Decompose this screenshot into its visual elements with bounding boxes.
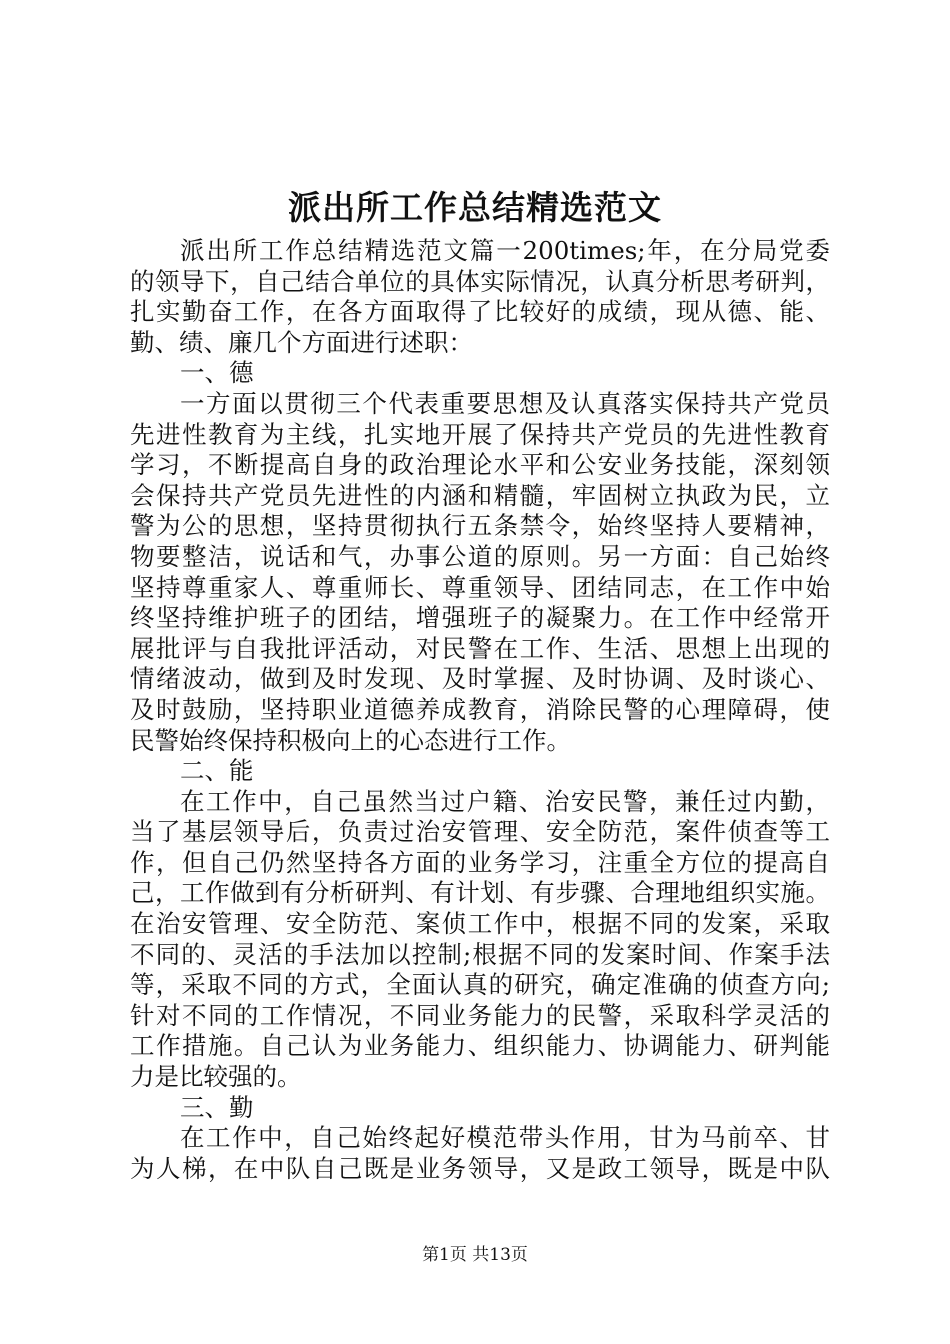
page-number-footer: 第1页 共13页 <box>422 1245 528 1265</box>
text-line: 会保持共产党员先进性的内涵和精髓，牢固树立执政为民，立 <box>130 480 830 510</box>
text-line: 警为公的思想，坚持贯彻执行五条禁令，始终坚持人要精神， <box>130 511 830 541</box>
text-line: 三、勤 <box>180 1092 254 1122</box>
text-line: 物要整洁，说话和气，办事公道的原则。另一方面：自己始终 <box>130 541 830 571</box>
text-line: 在治安管理、安全防范、案侦工作中，根据不同的发案，采取 <box>130 909 830 939</box>
text-line: 勤、绩、廉几个方面进行述职： <box>130 327 473 357</box>
text-line: 坚持尊重家人、尊重师长、尊重领导、团结同志，在工作中始 <box>130 572 830 602</box>
text-line: 等，采取不同的方式，全面认真的研究，确定准确的侦查方向; <box>130 970 830 1000</box>
text-line: 力是比较强的。 <box>130 1062 302 1092</box>
text-line: 学习，不断提高自身的政治理论水平和公安业务技能，深刻领 <box>130 450 830 480</box>
text-line: 针对不同的工作情况，不同业务能力的民警，采取科学灵活的 <box>130 1000 830 1030</box>
document-body <box>130 236 830 1184</box>
text-line: 及时鼓励，坚持职业道德养成教育，消除民警的心理障碍，使 <box>130 694 830 724</box>
text-line: 在工作中，自己始终起好模范带头作用，甘为马前卒、甘 <box>180 1123 830 1153</box>
text-line: 派出所工作总结精选范文篇一200times;年，在分局党委 <box>180 236 830 265</box>
text-line: 先进性教育为主线，扎实地开展了保持共产党员的先进性教育 <box>130 419 830 449</box>
text-line: 己，工作做到有分析研判、有计划、有步骤、合理地组织实施。 <box>130 878 830 908</box>
text-line: 一、德 <box>180 358 254 388</box>
text-line: 扎实勤奋工作，在各方面取得了比较好的成绩，现从德、能、 <box>130 297 830 327</box>
text-line: 不同的、灵活的手法加以控制;根据不同的发案时间、作案手法 <box>130 939 830 969</box>
text-line: 当了基层领导后，负责过治安管理、安全防范，案件侦查等工 <box>130 817 830 847</box>
text-line: 展批评与自我批评活动，对民警在工作、生活、思想上出现的 <box>130 633 830 663</box>
text-line: 民警始终保持积极向上的心态进行工作。 <box>130 725 571 755</box>
document-title: 派出所工作总结精选范文 <box>288 188 662 227</box>
text-line: 终坚持维护班子的团结，增强班子的凝聚力。在工作中经常开 <box>130 603 830 633</box>
text-line: 二、能 <box>180 756 254 786</box>
text-line: 作，但自己仍然坚持各方面的业务学习，注重全方位的提高自 <box>130 847 830 877</box>
text-line: 的领导下，自己结合单位的具体实际情况，认真分析思考研判， <box>130 266 830 296</box>
text-line: 为人梯，在中队自己既是业务领导，又是政工领导，既是中队 <box>130 1153 830 1183</box>
text-line: 工作措施。自己认为业务能力、组织能力、协调能力、研判能 <box>130 1031 830 1061</box>
text-line: 情绪波动，做到及时发现、及时掌握、及时协调、及时谈心、 <box>130 664 830 694</box>
text-line: 在工作中，自己虽然当过户籍、治安民警，兼任过内勤， <box>180 786 830 816</box>
text-line: 一方面以贯彻三个代表重要思想及认真落实保持共产党员 <box>180 388 830 418</box>
